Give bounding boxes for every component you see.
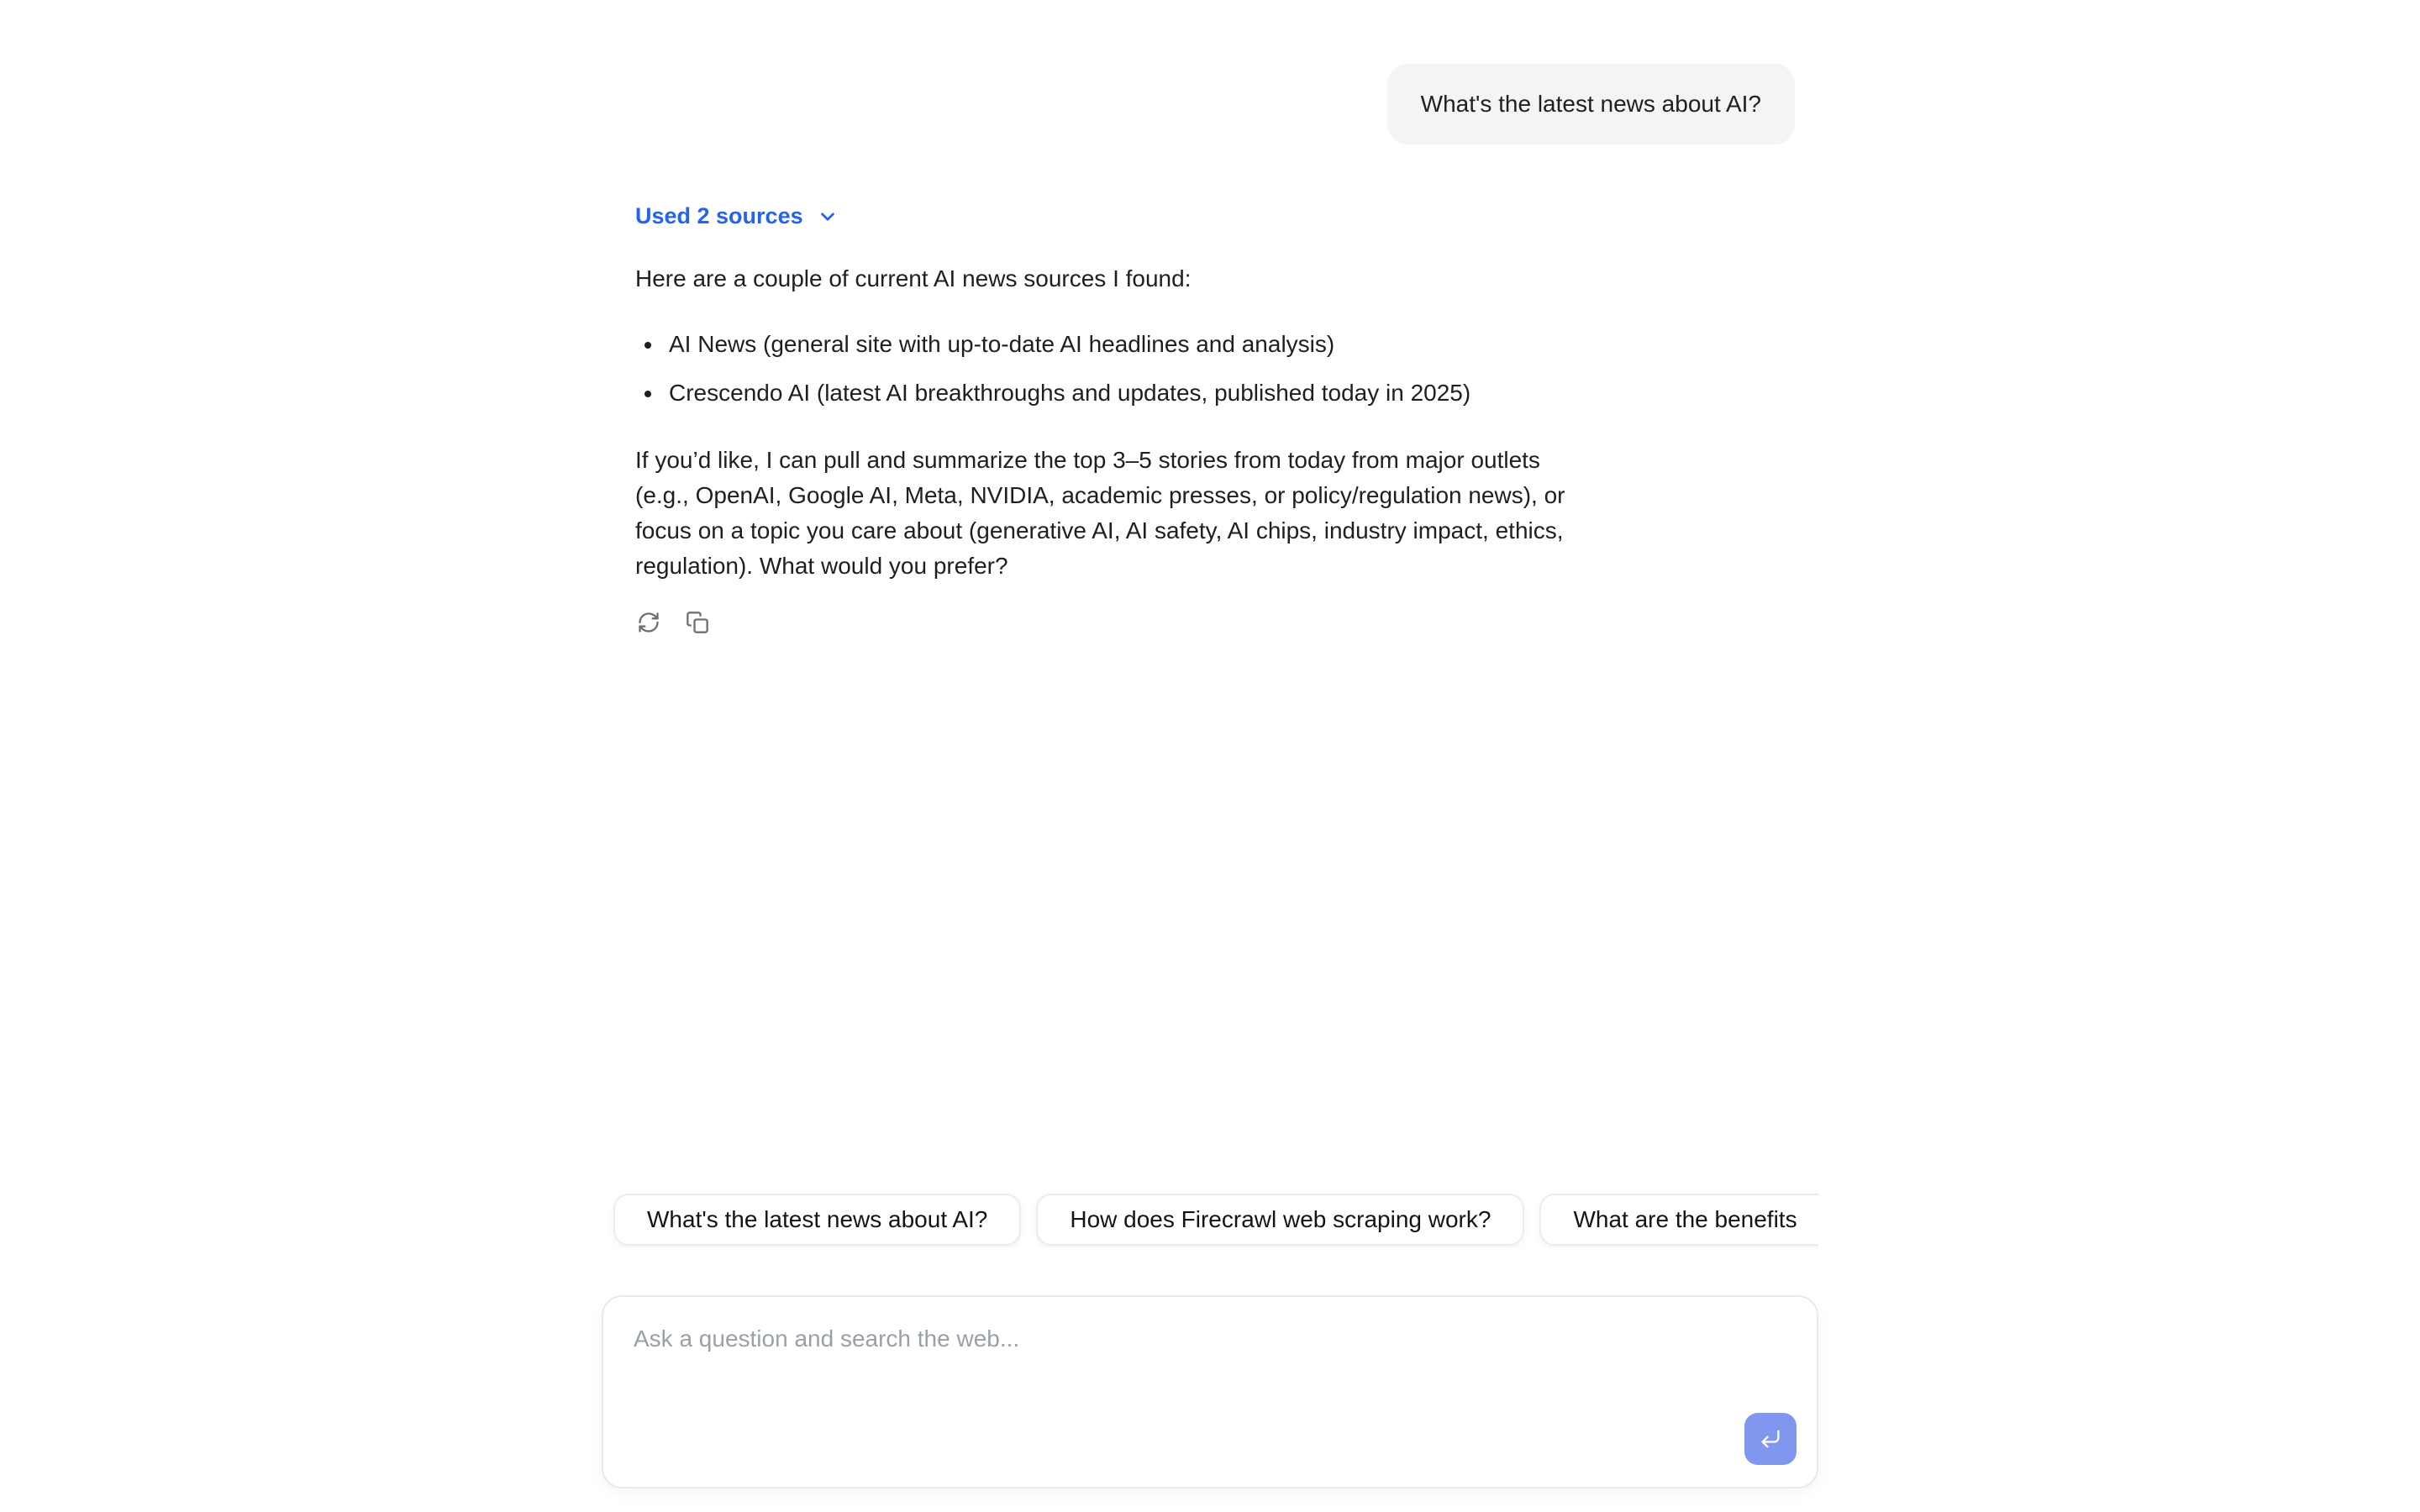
chevron-down-icon (817, 206, 839, 228)
chat-thread (597, 0, 1823, 636)
enter-return-icon (1759, 1427, 1782, 1451)
suggestion-chips-row (602, 1191, 1818, 1248)
sources-toggle-button[interactable] (635, 203, 839, 229)
assistant-bullet-list (635, 327, 1576, 411)
suggestion-chip[interactable]: What are the benefits (1539, 1194, 1818, 1246)
assistant-followup-text: If you’d like, I can pull and summarize the top 3–5 stories from today from major outlets (e.g., OpenAI, Google AI, Meta, NVIDIA, academic presses, or policy/regulation news), or focus on a topic you care about (generative AI, AI safety, AI chips, industry impact, ethics, regulation). What would you prefer? (635, 447, 1565, 579)
copy-button[interactable] (684, 609, 711, 636)
assistant-message (635, 203, 1795, 636)
sources-toggle-label: Used 2 sources (635, 203, 803, 228)
refresh-icon (637, 611, 660, 634)
assistant-intro-text: Here are a couple of current AI news sources I found: (635, 265, 1192, 291)
composer (602, 1295, 1818, 1488)
message-actions (635, 609, 1795, 636)
suggestion-chip[interactable]: What's the latest news about AI? (613, 1194, 1021, 1246)
copy-icon (686, 611, 709, 634)
composer-area (597, 1191, 1823, 1488)
send-button[interactable] (1744, 1413, 1797, 1465)
user-message-row (635, 64, 1795, 144)
list-item: • Crescendo AI (latest AI breakthroughs and updates, published today in 2025) (664, 375, 1576, 411)
regenerate-button[interactable] (635, 609, 662, 636)
chat-app (597, 0, 1823, 1512)
suggestion-chip[interactable]: How does Firecrawl web scraping work? (1036, 1194, 1524, 1246)
list-item: • AI News (general site with up-to-date AI headlines and analysis) (664, 327, 1576, 362)
question-input[interactable] (603, 1297, 1817, 1487)
user-message-bubble: What's the latest news about AI? (1387, 64, 1795, 144)
